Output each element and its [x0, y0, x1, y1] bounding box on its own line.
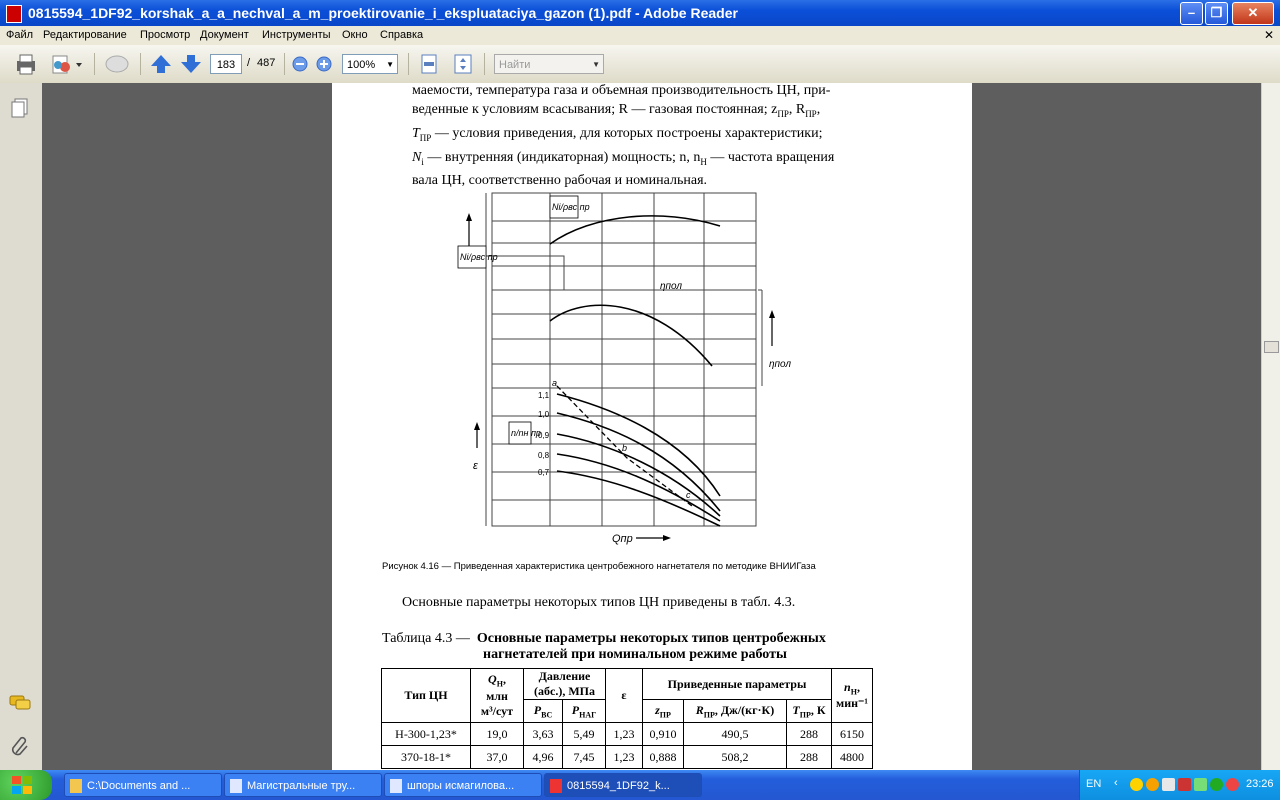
- next-page-icon[interactable]: [180, 53, 202, 75]
- toolbar-separator: [484, 53, 485, 75]
- tick-label: 0,7: [538, 468, 550, 477]
- update-icon[interactable]: [1210, 778, 1223, 791]
- menu-help[interactable]: Справка: [380, 29, 424, 41]
- clock: 23:26: [1246, 778, 1274, 790]
- navigation-sidebar: [0, 83, 43, 770]
- close-button[interactable]: ✕: [1232, 2, 1274, 25]
- header-r: $R_{ПР}$, Дж/(кг·К): [684, 700, 787, 723]
- word-document-icon: [390, 779, 402, 793]
- start-button[interactable]: [0, 770, 52, 800]
- search-input[interactable]: [494, 54, 604, 74]
- parameters-table: [381, 668, 873, 769]
- print-icon[interactable]: [14, 53, 38, 75]
- taskbar-item-word-1[interactable]: Магистральные тру...: [224, 773, 382, 797]
- share-icon[interactable]: [50, 53, 84, 75]
- tick-label: 1,1: [538, 391, 550, 400]
- speed-ratio-label: n/nн пр: [511, 428, 541, 438]
- toolbar: [0, 45, 1280, 84]
- taskbar-item-explorer[interactable]: C:\Documents and ...: [64, 773, 222, 797]
- zoom-value: 100%: [347, 59, 376, 71]
- word-document-icon: [230, 779, 242, 793]
- windows-logo-icon: [10, 774, 34, 796]
- menu-window[interactable]: Окно: [342, 29, 368, 41]
- document-close-icon[interactable]: ✕: [1263, 28, 1274, 42]
- power-curve: [550, 216, 720, 244]
- eta-axis-label: ηпол: [769, 359, 792, 370]
- header-reduced: Приведенные параметры: [643, 669, 832, 700]
- menu-edit[interactable]: Редактирование: [43, 29, 127, 41]
- menu-tools[interactable]: Инструменты: [262, 29, 331, 41]
- header-p-in: $P_{ВС}$: [524, 700, 563, 723]
- header-pressure: Давление (абс.), МПа: [524, 669, 606, 700]
- header-type: Тип ЦН: [382, 669, 471, 723]
- header-n: $n_Н$, мин⁻¹: [832, 669, 873, 723]
- pdf-page: [332, 83, 972, 770]
- point-a-label: a: [552, 378, 558, 388]
- messenger-icon[interactable]: [1146, 778, 1159, 791]
- table-header-row: [382, 669, 873, 700]
- pdf-app-icon: [6, 5, 22, 23]
- paragraph-1: маемости, температура газа и объемная производительность ЦН, при- веденные к условиям всасывания; R — газовая постоянная; $z_{ПР}$, $R_{ПР}$, $T_{ПР}$ — условия приведения, для которых построены характеристики; $N_i$ — внутренняя (индикаторная) мощность; n, $n_Н$ — частота вращения вала ЦН, соответственно рабочая и номинальная.: [412, 83, 835, 189]
- point-c-label: c: [686, 490, 691, 500]
- search-placeholder: Найти: [499, 59, 531, 71]
- epsilon-axis-label: ε: [473, 460, 478, 472]
- zoom-out-icon[interactable]: [292, 53, 308, 75]
- taskbar: [0, 770, 1280, 800]
- fit-page-icon[interactable]: [452, 53, 474, 75]
- header-q: $Q_Н$, млн м³/сут: [471, 669, 524, 723]
- language-indicator[interactable]: EN: [1086, 778, 1102, 790]
- tick-label: 0,9: [538, 431, 550, 440]
- toolbar-separator: [94, 53, 95, 75]
- page-total: 487: [257, 57, 276, 69]
- eta-curve-label: ηпол: [660, 281, 683, 292]
- attachments-icon[interactable]: [10, 735, 30, 757]
- figure-caption: Рисунок 4.16 — Приведенная характеристика центробежного нагнетателя по методике ВНИИГаза: [382, 561, 816, 572]
- header-p-out: $P_{НАГ}$: [563, 700, 606, 723]
- q-axis-label: Qпр: [612, 533, 633, 545]
- zoom-in-icon[interactable]: [316, 53, 332, 75]
- menu-view[interactable]: Просмотр: [140, 29, 191, 41]
- menu-bar: [0, 26, 1280, 45]
- shield-icon[interactable]: [1130, 778, 1143, 791]
- tray-expand-icon[interactable]: ‹: [1114, 777, 1118, 789]
- previous-page-icon[interactable]: [150, 53, 172, 75]
- document-viewport[interactable]: [42, 83, 1262, 770]
- speed-curve-11: [557, 394, 720, 496]
- toolbar-separator: [284, 53, 285, 75]
- chevron-down-icon: ▼: [386, 60, 394, 69]
- characteristic-figure: [442, 186, 822, 556]
- comments-panel-icon[interactable]: [8, 693, 32, 713]
- speed-curve-07: [557, 471, 720, 526]
- title-bar: [0, 0, 1280, 26]
- menu-document[interactable]: Документ: [200, 29, 249, 41]
- zoom-select[interactable]: [342, 54, 398, 74]
- comment-icon[interactable]: [104, 53, 130, 75]
- tick-label: 1,0: [538, 410, 550, 419]
- table-row: Н-300-1,23* 19,0 3,63 5,49 1,23 0,910 490,5 288 6150: [382, 723, 873, 746]
- speed-curve-08: [557, 454, 720, 521]
- pdf-icon: [550, 779, 562, 793]
- maximize-button[interactable]: ❐: [1205, 2, 1228, 25]
- header-epsilon: ε: [606, 669, 643, 723]
- chevron-down-icon: ▼: [592, 60, 600, 69]
- fit-width-icon[interactable]: [418, 53, 440, 75]
- pages-panel-icon[interactable]: [10, 97, 30, 119]
- system-tray: [1079, 770, 1280, 800]
- page-number-input[interactable]: 183: [210, 54, 242, 74]
- page-separator: /: [247, 57, 251, 69]
- minimize-button[interactable]: –: [1180, 2, 1203, 25]
- table-row: 370-18-1* 37,0 4,96 7,45 1,23 0,888 508,2 288 4800: [382, 746, 873, 769]
- network-signal-icon[interactable]: [1194, 778, 1207, 791]
- folder-icon: [70, 779, 82, 793]
- power-axis-label-left: Ni/ρвс пр: [460, 252, 498, 262]
- header-z: $z_{ПР}$: [643, 700, 684, 723]
- window-title: 0815594_1DF92_korshak_a_a_nechval_a_m_proektirovanie_i_ekspluataciya_gazon (1).pdf - Adobe Reader: [28, 5, 738, 21]
- document-icon[interactable]: [1162, 778, 1175, 791]
- scrollbar-thumb[interactable]: [1264, 341, 1279, 353]
- taskbar-item-adobe-reader[interactable]: 0815594_1DF92_k...: [544, 773, 702, 797]
- vertical-scrollbar[interactable]: [1261, 83, 1280, 770]
- alert-icon[interactable]: [1226, 778, 1239, 791]
- menu-file[interactable]: Файл: [6, 29, 34, 41]
- power-axis-label: Ni/ρвс пр: [552, 202, 590, 212]
- paragraph-2: Основные параметры некоторых типов ЦН приведены в табл. 4.3.: [402, 595, 796, 610]
- taskbar-item-word-2[interactable]: шпоры исмагилова...: [384, 773, 542, 797]
- header-t: $T_{ПР}$, К: [787, 700, 832, 723]
- toolbar-separator: [408, 53, 409, 75]
- toolbar-separator: [140, 53, 141, 75]
- monitor-icon[interactable]: [1178, 778, 1191, 791]
- point-b-label: b: [622, 443, 628, 453]
- table-title: Таблица 4.3 — Основные параметры некоторых типов центробежных нагнетателей при номинальном режиме работы: [382, 631, 826, 662]
- tick-label: 0,8: [538, 451, 550, 460]
